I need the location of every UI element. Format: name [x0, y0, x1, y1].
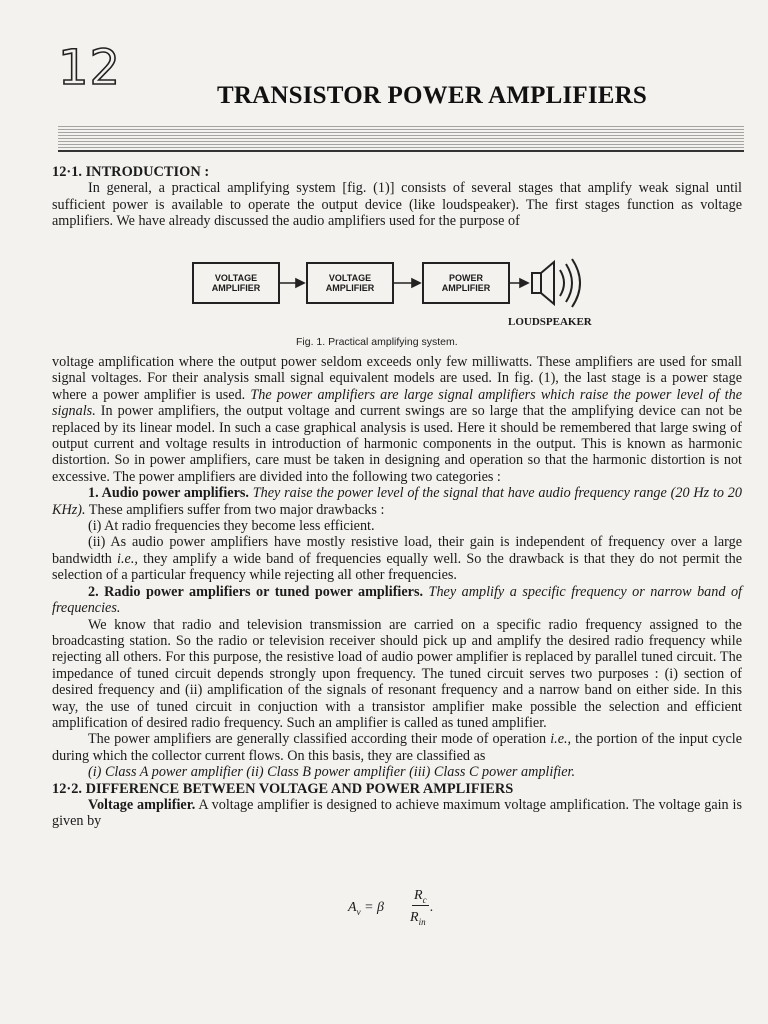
formula-num-sub: c: [422, 894, 427, 905]
drawback-i: (i) At radio frequencies they become less efficient.: [88, 518, 375, 535]
formula-numerator: [412, 888, 429, 906]
diagram-block-voltage-amplifier-1: VOLTAGE AMPLIFIER: [192, 262, 280, 304]
para2-text-a: voltage amplification where the output power seldom exceeds only few milliwatts. These amplifiers are used for small signal voltages. For their analysis small signal equivalent models are used. In fig. (1), the last stage is a power stage where a power amplifier is used.: [52, 354, 742, 403]
body-block: [52, 354, 742, 830]
figure-caption: Fig. 1. Practical amplifying system.: [296, 336, 458, 348]
chapter-title: TRANSISTOR POWER AMPLIFIERS: [217, 82, 648, 109]
para4-text-a: The power amplifiers are generally classified according their mode of operation: [88, 731, 551, 748]
sub-ii-text-b: they amplify a wide band of frequencies equally well. So the drawback is that they do not permit the selection of a particular frequency while rejecting all other frequencies.: [52, 550, 742, 584]
item2-italic: They amplify a specific frequency or narrow band of frequencies.: [52, 583, 743, 617]
item-audio-power-amplifiers: [52, 485, 742, 518]
para4-text-b: the portion of the input cycle during which the collector current flows. On this basis, they are classified as: [52, 731, 742, 764]
voltage-amplifier-heading: Voltage amplifier.: [88, 796, 196, 813]
loudspeaker-label: LOUDSPEAKER: [508, 316, 592, 328]
intro-block: [52, 164, 742, 230]
formula-den-r: R: [410, 910, 419, 925]
sub-ii-text-a: (ii) As audio power amplifiers have mostly resistive load, their gain is independent of frequency over a large bandwidth: [52, 534, 742, 567]
loudspeaker-icon: [528, 256, 598, 316]
voltage-amplifier-paragraph: [52, 797, 742, 830]
formula-lhs: A: [348, 900, 357, 915]
item1-heading: 1. Audio power amplifiers.: [88, 485, 249, 502]
intro-paragraph: In general, a practical amplifying system [fig. (1)] consists of several stages that amplify weak signal until sufficient power is available to operate the output device (like loudspeaker). The first stages function as voltage amplifiers. We have already discussed the audio amplifiers used for the purpose of: [52, 180, 742, 230]
formula-equals: = β: [360, 900, 384, 915]
power-amp-paragraph: [52, 354, 742, 485]
title-rule: [58, 126, 744, 148]
formula-den-sub: in: [418, 916, 426, 927]
amplifier-classes: (i) Class A power amplifier (ii) Class B power amplifier (iii) Class C power amplifier.: [88, 764, 575, 781]
item1-italic: They raise the power level of the signal that have audio frequency range (20 Hz to 20 KHz).: [52, 485, 742, 518]
item1-rest: These amplifiers suffer from two major drawbacks :: [85, 501, 385, 518]
para2-text-b: In power amplifiers, the output voltage and current swings are so large that the amplifying device can not be replaced by its linear model. In such a case graphical analysis is used. Here it should be remembered that large swing of output current and voltage results in introduction of harmonic components in the output. This is known as harmonic distortion. So in power amplifiers, care must be taken in designing and operation so that the harmonic distortion is not excessive. The power amplifiers are divided into the following two categories :: [52, 403, 742, 485]
diagram-block-power-amplifier: POWER AMPLIFIER: [422, 262, 510, 304]
tuned-circuit-paragraph: We know that radio and television transmission are carried on a specific radio frequency assigned to the broadcasting station. So the radio or television receiver should pick up and amplify the desired radio frequency while rejecting all others. For this purpose, the resistive load of audio power amplifier is replaced by parallel tuned circuit. The impedance of tuned circuit depends strongly upon frequency. The tuned circuit serves two purposes : (i) section of desired frequency and (ii) amplification of the signals of resonant frequency and a narrow band on either side. In this way, the use of tuned circuit in conjuction with a transistor amplifier make possible the selection and efficient amplification of desired radio frequency. Such an amplifier is called as tuned amplifier.: [52, 616, 742, 731]
title-rule-line: [58, 150, 744, 152]
item2-heading: 2. Radio power amplifiers or tuned power amplifiers.: [88, 583, 424, 600]
formula-lhs-sub: v: [356, 906, 361, 917]
sub-ii-ie: i.e.,: [117, 550, 138, 567]
formula-period: .: [430, 900, 434, 915]
diagram-block-voltage-amplifier-2: VOLTAGE AMPLIFIER: [306, 262, 394, 304]
para2-italic: The power amplifiers are large signal amplifiers which raise the power level of the signals.: [52, 386, 742, 420]
section-heading-introduction: 12·1. INTRODUCTION :: [52, 164, 210, 180]
chapter-number: 12: [58, 40, 122, 96]
drawback-ii: [52, 534, 742, 583]
formula-num-r: R: [414, 888, 423, 903]
item-radio-power-amplifiers: [52, 584, 742, 617]
classification-paragraph: [52, 731, 742, 764]
para4-ie: i.e.,: [550, 731, 572, 748]
voltage-amplifier-text: A voltage amplifier is designed to achieve maximum voltage amplification. The voltage gain is given by: [52, 796, 742, 830]
formula-denominator: [410, 910, 426, 927]
section-heading-difference: 12·2. DIFFERENCE BETWEEN VOLTAGE AND POWER AMPLIFIERS: [52, 780, 514, 797]
